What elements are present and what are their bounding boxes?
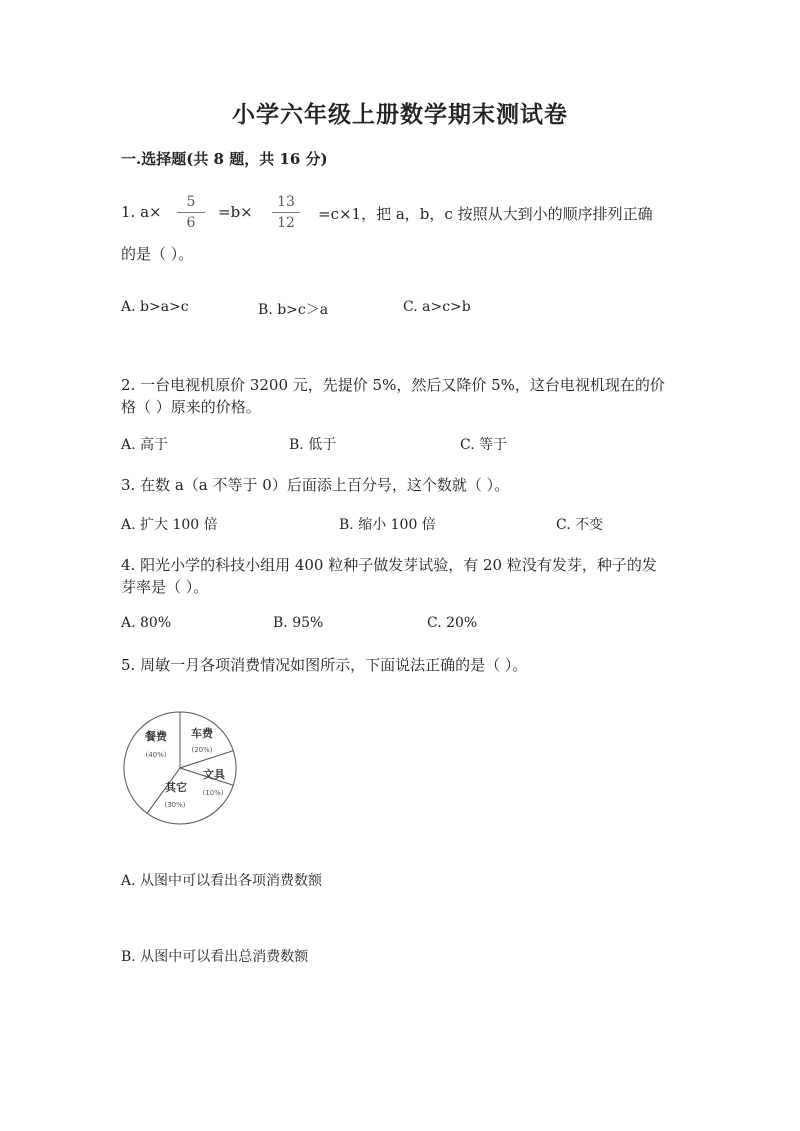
q2-text-line2: 格（ ）原来的价格。 (121, 398, 261, 416)
section-heading: 一.选择题(共 8 题，共 16 分) (121, 150, 328, 168)
q3-text-line1: 3. 在数 a（a 不等于 0）后面添上百分号，这个数就（ ）。 (121, 476, 510, 494)
q1-text-line2: 的是（ ）。 (121, 245, 194, 263)
q1-frac1-denominator: 6 (186, 215, 196, 231)
q5-option-a[interactable]: A. 从图中可以看出各项消费数额 (121, 873, 323, 889)
q4-text-line2: 芽率是（ ）。 (121, 578, 209, 596)
consumption-pie-chart (118, 706, 242, 830)
q4-text-line1: 4. 阳光小学的科技小组用 400 粒种子做发芽试验，有 20 粒没有发芽，种子的发 (121, 556, 657, 574)
pie-label-chefei: 车费 (191, 727, 213, 740)
pie-pct-wenju: (10%) (202, 789, 224, 797)
q1-frac1-numerator: 5 (186, 194, 196, 210)
q1-text-b: =b× (218, 203, 253, 221)
q1-fraction-1 (173, 193, 209, 232)
q1-frac2-denominator: 12 (277, 215, 295, 231)
q4-option-c[interactable]: C. 20% (427, 615, 478, 631)
q1-frac2-numerator: 13 (277, 194, 295, 210)
q4-option-b[interactable]: B. 95% (273, 615, 324, 631)
fraction-bar (272, 212, 300, 213)
q3-option-c[interactable]: C. 不变 (556, 517, 604, 533)
q5-text-line1: 5. 周敏一月各项消费情况如图所示，下面说法正确的是（ ）。 (121, 656, 528, 674)
q2-option-a[interactable]: A. 高于 (121, 437, 169, 453)
fraction-bar (177, 212, 205, 213)
q4-option-a[interactable]: A. 80% (121, 615, 172, 631)
q1-option-b[interactable]: B. b>c＞a (258, 302, 329, 318)
pie-label-qita: 其它 (165, 781, 187, 794)
q1-option-a[interactable]: A. b>a>c (121, 299, 189, 315)
pie-label-canfei: 餐费 (145, 730, 167, 743)
pie-pct-chefei: (20%) (191, 746, 213, 754)
q2-option-c[interactable]: C. 等于 (460, 437, 508, 453)
q3-option-a[interactable]: A. 扩大 100 倍 (121, 517, 218, 533)
q5-option-b[interactable]: B. 从图中可以看出总消费数额 (121, 949, 309, 965)
q2-option-b[interactable]: B. 低于 (289, 437, 337, 453)
q1-fraction-2 (268, 193, 304, 232)
pie-pct-qita: (30%) (164, 801, 186, 809)
q1-text-a: 1. a× (121, 203, 162, 221)
q1-text-c: =c×1，把 a，b，c 按照从大到小的顺序排列正确 (318, 205, 653, 223)
q1-option-c[interactable]: C. a>c>b (403, 299, 471, 315)
pie-label-wenju: 文具 (203, 768, 225, 781)
page-title: 小学六年级上册数学期末测试卷 (232, 101, 568, 128)
q3-option-b[interactable]: B. 缩小 100 倍 (339, 517, 436, 533)
pie-pct-canfei: (40%) (145, 751, 167, 759)
q2-text-line1: 2. 一台电视机原价 3200 元，先提价 5%，然后又降价 5%，这台电视机现在的价 (121, 376, 665, 394)
